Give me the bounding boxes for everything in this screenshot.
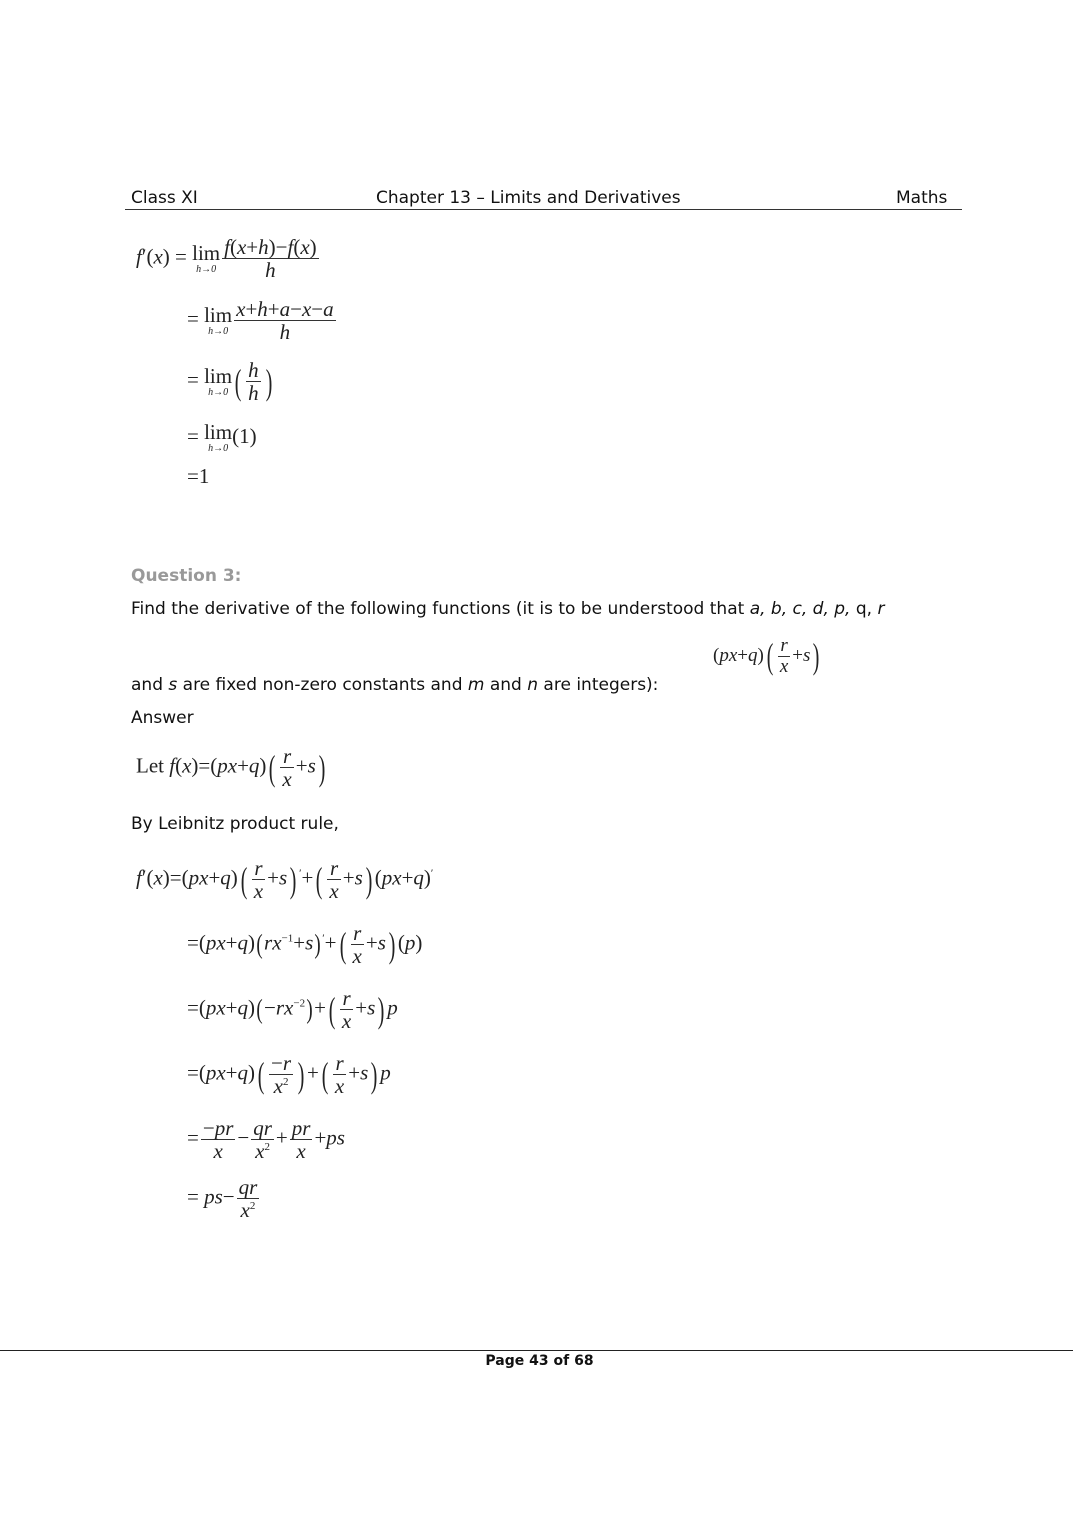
- prev-step-5: =1: [187, 464, 210, 488]
- header-subject: Maths: [896, 188, 948, 208]
- page-number: Page 43 of 68: [485, 1353, 594, 1369]
- answer-step-4: =(px+q)( $\frac{-r}{x^2}$ ) +( $\frac{r}{x}$ +s) p: [187, 1051, 391, 1099]
- product-rule-text: By Leibnitz product rule,: [131, 814, 339, 834]
- question-function: (px+q)( $\frac{r}{x}$ +s): [713, 635, 820, 677]
- header-chapter: Chapter 13 – Limits and Derivatives: [376, 188, 681, 208]
- question-vars: a, b, c, d, p,: [749, 599, 856, 619]
- prev-step-3: = lim h→0 ( $\frac{h}{h}$ ): [187, 358, 272, 406]
- prev-step-1: f′(x) = lim h→0 $\frac{f(x+h)-f(x)}{h}$: [136, 235, 317, 283]
- answer-label: Answer: [131, 708, 194, 728]
- question-var-q: q,: [855, 599, 878, 619]
- header-divider: [125, 209, 962, 210]
- answer-step-3: $=(px+q)(-rx^{-2})+$( $\frac{r}{x}$ +s) p: [187, 986, 398, 1034]
- prev-step-2: = lim h→0 $\frac{x+h+a-x-a}{h}$: [187, 297, 334, 345]
- footer-divider: [0, 1350, 1073, 1351]
- answer-step-6: = ps− $\frac{qr}{x^2}$: [187, 1175, 258, 1223]
- header-class: Class XI: [131, 188, 198, 208]
- question-text: Find the derivative of the following functions (it is to be understood that: [131, 599, 750, 619]
- question-title: Question 3:: [131, 566, 242, 586]
- answer-step-5: = $\frac{-pr}{x}$ − $\frac{qr}{x^2}$ + $\frac{pr}{x}$ +ps: [187, 1116, 345, 1164]
- answer-step-1: f′(x)=(px+q)( $\frac{r}{x}$ +s) ′+( $\frac{r}{x}$ +s) (px+q)′: [136, 856, 434, 904]
- question-text-line2: and s are fixed non-zero constants and m and n are integers):: [131, 675, 659, 695]
- question-var-r: r: [877, 599, 885, 619]
- prev-step-4: = lim h→0 (1): [187, 420, 257, 454]
- answer-let-line: Let f(x)=(px+q)( $\frac{r}{x}$ +s): [136, 744, 326, 792]
- question-text-line1: [131, 599, 884, 619]
- answer-step-2: $=(px+q)(rx^{-1}+s)'+$( $\frac{r}{x}$ +s) (p): [187, 921, 423, 969]
